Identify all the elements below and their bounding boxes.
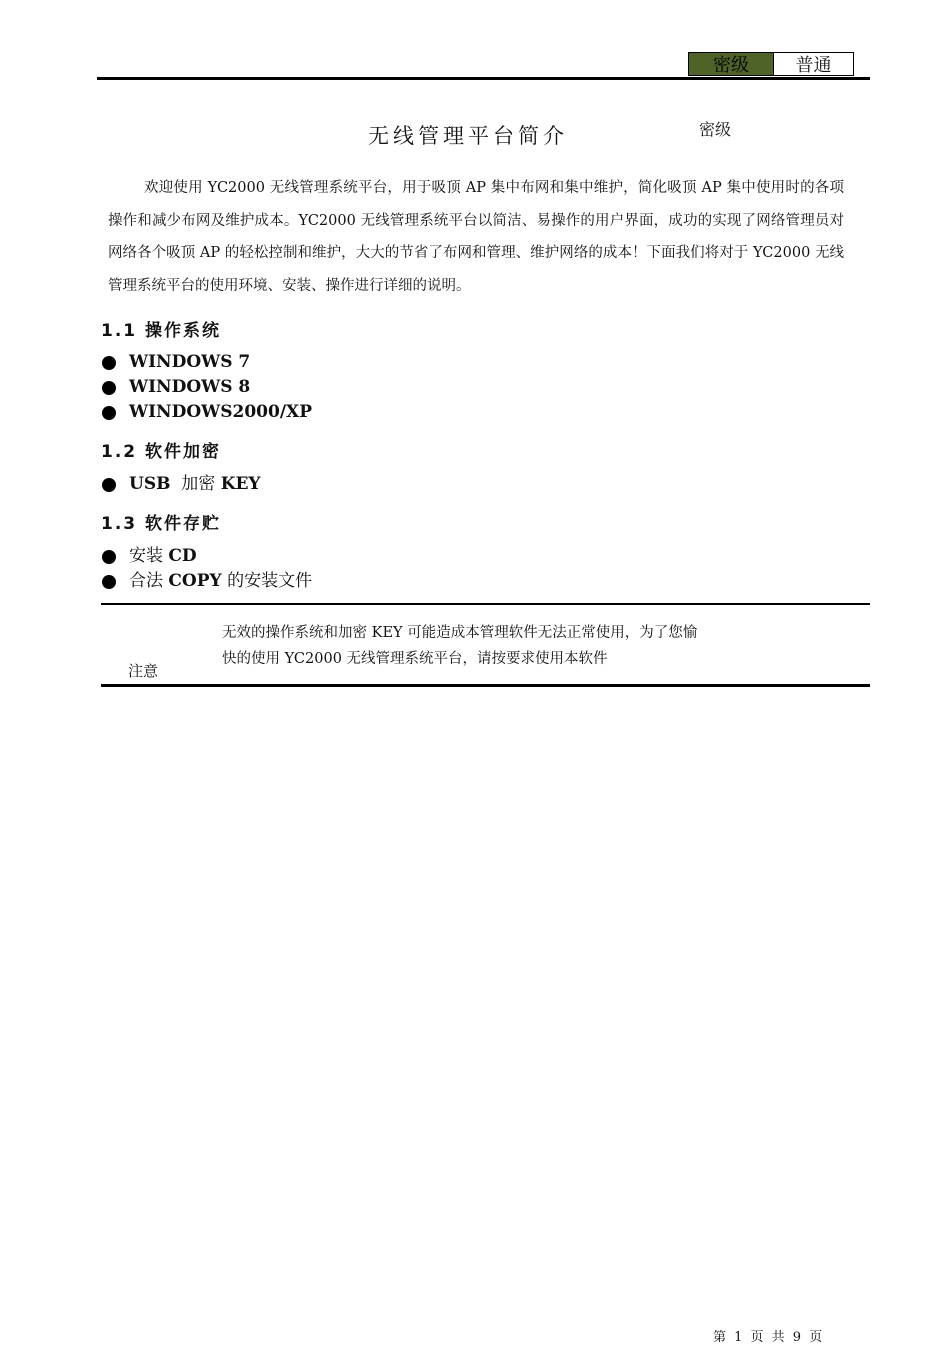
- bullet-icon: [102, 478, 116, 492]
- list-item: USB 加密 KEY: [102, 472, 261, 497]
- note-top-rule: [101, 603, 870, 605]
- list-item: WINDOWS 7: [102, 350, 312, 375]
- encryption-list: [102, 472, 261, 497]
- note-label: 注意: [128, 662, 159, 680]
- list-item: WINDOWS 8: [102, 375, 312, 400]
- list-item: WINDOWS2000/XP: [102, 400, 312, 425]
- header-rule: [97, 77, 870, 80]
- classification-label: 密级: [689, 53, 774, 75]
- note-line-1: 无效的操作系统和加密 KEY 可能造成本管理软件无法正常使用，为了您愉: [222, 625, 698, 641]
- os-list: [102, 350, 312, 425]
- page-number-footer: 第 1 页 共 9 页: [713, 1330, 823, 1345]
- section-heading-encryption: 1.2 软件加密: [101, 442, 222, 462]
- bullet-icon: [102, 381, 116, 395]
- classification-value: 普通: [774, 53, 853, 75]
- list-item: 合法 COPY 的安装文件: [102, 569, 312, 594]
- side-classification-mark: 密级: [699, 120, 732, 139]
- section-heading-os: 1.1 操作系统: [101, 321, 222, 341]
- bullet-icon: [102, 406, 116, 420]
- note-text: [222, 620, 782, 672]
- storage-list: [102, 544, 312, 594]
- classification-box: [688, 52, 854, 76]
- note-line-2: 快的使用 YC2000 无线管理系统平台，请按要求使用本软件: [222, 651, 608, 667]
- bullet-icon: [102, 575, 116, 589]
- page-title: 无线管理平台简介: [368, 124, 568, 148]
- intro-paragraph: 欢迎使用 YC2000 无线管理系统平台，用于吸顶 AP 集中布网和集中维护，简化吸顶 AP 集中使用时的各项操作和减少布网及维护成本。YC2000 无线管理系统平台以简洁、易操作的用户界面，成功的实现了网络管理员对网络各个吸顶 AP 的轻松控制和维护，大大的节省了布网和管理、维护网络的成本！下面我们将对于 YC2000 无线管理系统平台的使用环境、安装、操作进行详细的说明。: [108, 180, 844, 294]
- list-item: 安装 CD: [102, 544, 312, 569]
- bullet-icon: [102, 550, 116, 564]
- section-heading-storage: 1.3 软件存贮: [101, 514, 222, 534]
- bullet-icon: [102, 356, 116, 370]
- note-bottom-rule: [101, 684, 870, 687]
